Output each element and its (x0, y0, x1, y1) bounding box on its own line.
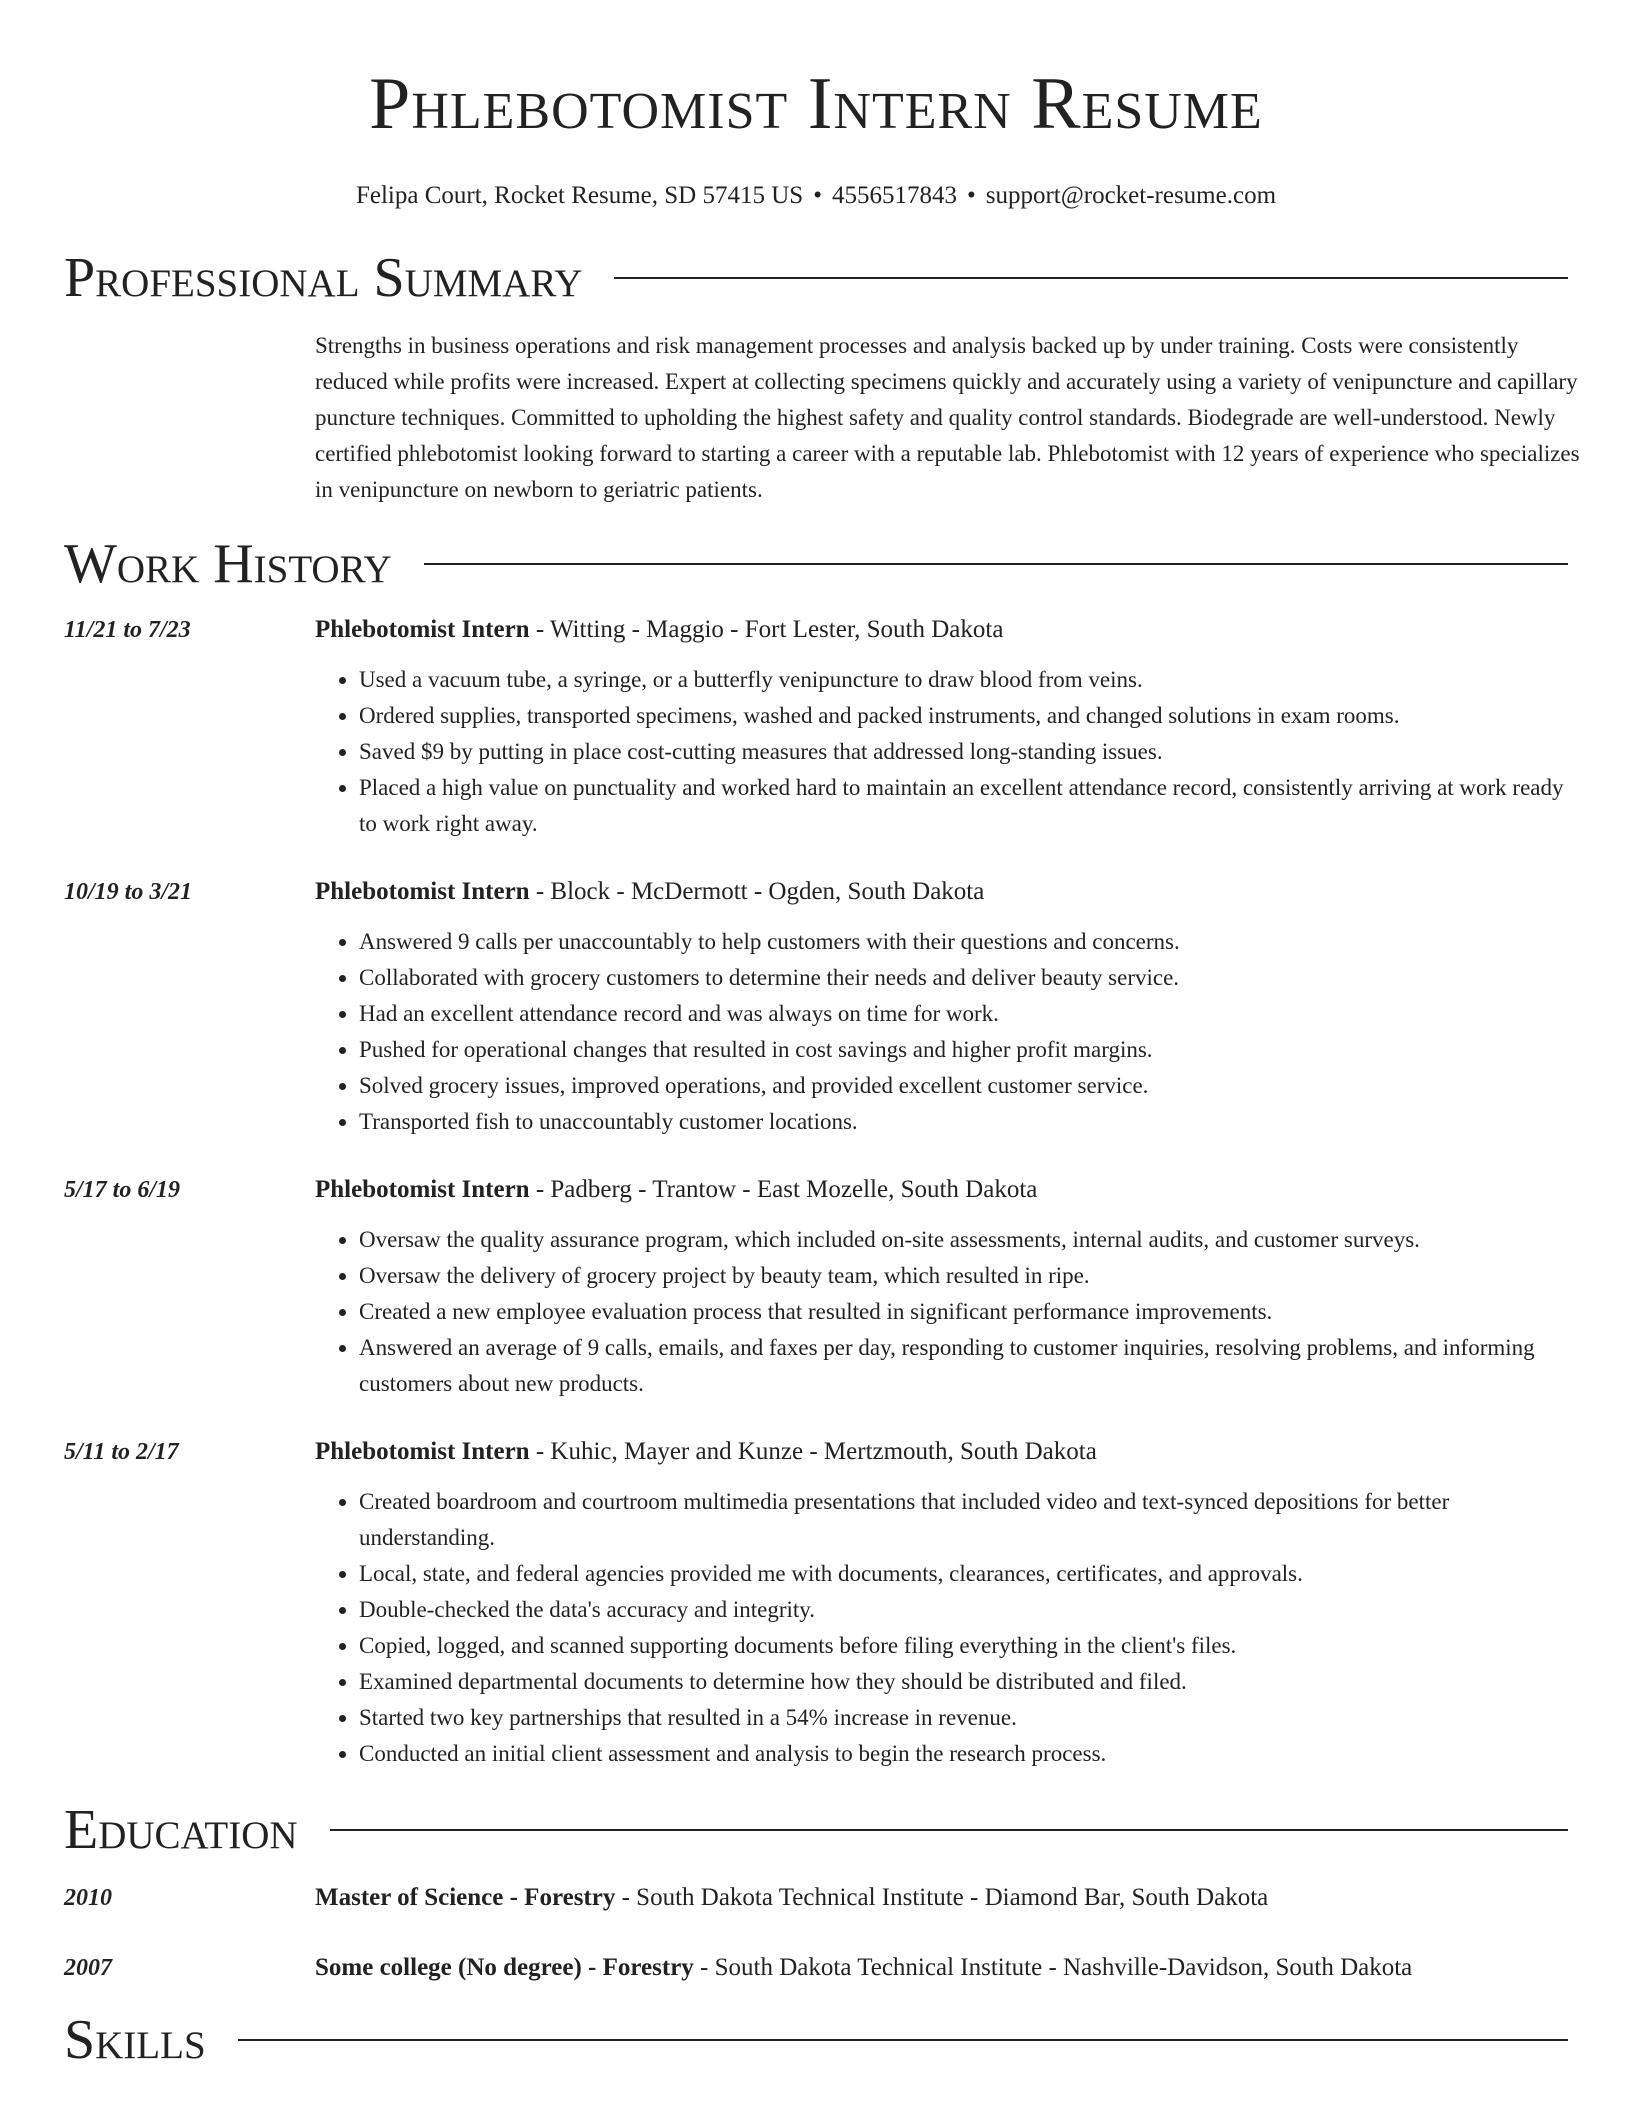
work-entry (64, 874, 1568, 1140)
section-rule (330, 1829, 1568, 1831)
work-entry (64, 612, 1568, 842)
work-role: Phlebotomist Intern (315, 1176, 530, 1203)
work-body (315, 874, 1568, 1140)
list-item: • Started two key partnerships that resulted in a 54% increase in revenue. (359, 1700, 1568, 1736)
education-entry (64, 1950, 1568, 1986)
list-item: • Double-checked the data's accuracy and integrity. (359, 1592, 1568, 1628)
work-entry (64, 1172, 1568, 1402)
section-header-work (64, 532, 1568, 596)
work-employer: - Witting - Maggio - Fort Lester, South Dakota (529, 616, 1004, 643)
work-headline (315, 1434, 1568, 1470)
section-rule (614, 277, 1568, 279)
work-headline (315, 1172, 1568, 1208)
list-item: • Transported fish to unaccountably customer locations. (359, 1104, 1568, 1140)
work-employer: - Block - McDermott - Ogden, South Dakota (529, 878, 985, 905)
list-item: • Pushed for operational changes that resulted in cost savings and higher profit margins. (359, 1032, 1568, 1068)
list-item: • Ordered supplies, transported specimens, washed and packed instruments, and changed solutions in exam rooms. (359, 698, 1568, 734)
page-title: Phlebotomist Intern Resume (369, 63, 1263, 145)
section-header-skills (64, 2008, 1568, 2072)
contact-separator: • (966, 182, 976, 209)
contact-line (64, 180, 1568, 212)
list-item: • Used a vacuum tube, a syringe, or a butterfly venipuncture to draw blood from veins. (359, 662, 1568, 698)
education-school: - South Dakota Technical Institute - Nashville-Davidson, South Dakota (693, 1954, 1413, 1981)
work-body (315, 1172, 1568, 1402)
work-employer: - Padberg - Trantow - East Mozelle, South Dakota (529, 1176, 1038, 1203)
section-header-summary (64, 246, 1568, 310)
education-degree: Some college (No degree) - Forestry (315, 1954, 694, 1981)
education-date: 2007 (64, 1955, 112, 1981)
list-item: • Collaborated with grocery customers to determine their needs and deliver beauty service. (359, 960, 1568, 996)
work-date: 11/21 to 7/23 (64, 617, 191, 643)
list-item: • Conducted an initial client assessment and analysis to begin the research process. (359, 1736, 1568, 1772)
work-role: Phlebotomist Intern (315, 878, 530, 905)
work-date: 5/11 to 2/17 (64, 1439, 179, 1465)
section-header-education (64, 1798, 1568, 1862)
contact-email: support@rocket-resume.com (985, 182, 1277, 209)
section-title-work: Work History (64, 533, 392, 595)
list-item: • Copied, logged, and scanned supporting documents before filing everything in the client's files. (359, 1628, 1568, 1664)
list-item: • Had an excellent attendance record and was always on time for work. (359, 996, 1568, 1032)
list-item: • Solved grocery issues, improved operations, and provided excellent customer service. (359, 1068, 1568, 1104)
education-headline (315, 1950, 1568, 1986)
work-headline (315, 612, 1568, 648)
contact-address: Felipa Court, Rocket Resume, SD 57415 US (355, 182, 804, 209)
list-item: • Answered an average of 9 calls, emails, and faxes per day, responding to customer inquiries, resolving problems, and informing customers about new products. (359, 1330, 1568, 1402)
list-item: • Oversaw the quality assurance program, which included on-site assessments, internal audits, and customer surveys. (359, 1222, 1568, 1258)
work-date: 5/17 to 6/19 (64, 1177, 181, 1203)
resume-page (64, 0, 1580, 2072)
work-bullets (315, 662, 1568, 842)
education-date: 2010 (64, 1885, 112, 1911)
work-role: Phlebotomist Intern (315, 616, 530, 643)
work-date: 10/19 to 3/21 (64, 879, 193, 905)
section-title-skills: Skills (64, 2009, 206, 2071)
work-bullets (315, 924, 1568, 1140)
contact-phone: 4556517843 (831, 182, 957, 209)
education-entry (64, 1880, 1568, 1916)
work-entry (64, 1434, 1568, 1772)
section-rule (424, 563, 1568, 565)
work-role: Phlebotomist Intern (315, 1438, 530, 1465)
work-body (315, 1434, 1568, 1772)
list-item: • Placed a high value on punctuality and worked hard to maintain an excellent attendance record, consistently arriving at work ready to work right away. (359, 770, 1568, 842)
work-bullets (315, 1222, 1568, 1402)
section-rule (238, 2039, 1568, 2041)
work-bullets (315, 1484, 1568, 1772)
work-headline (315, 874, 1568, 910)
education-school: - South Dakota Technical Institute - Diamond Bar, South Dakota (615, 1884, 1269, 1911)
work-body (315, 612, 1568, 842)
contact-separator: • (813, 182, 822, 209)
list-item: • Saved $9 by putting in place cost-cutting measures that addressed long-standing issues. (359, 734, 1568, 770)
section-title-education: Education (64, 1799, 298, 1861)
list-item: • Oversaw the delivery of grocery project by beauty team, which resulted in ripe. (359, 1258, 1568, 1294)
list-item: • Examined departmental documents to determine how they should be distributed and filed. (359, 1664, 1568, 1700)
list-item: • Answered 9 calls per unaccountably to help customers with their questions and concerns. (359, 924, 1568, 960)
summary-text: Strengths in business operations and risk management processes and analysis backed up by under training. Costs were consistently reduced while profits were increased. Expert at collecting specimens quickly and accurately using a variety of venipuncture and capillary puncture techniques. Committed to upholding the highest safety and quality control standards. Biodegrade are well-understood. Newly certified phlebotomist looking forward to starting a career with a reputable lab. Phlebotomist with 12 years of experience who specializes in venipuncture on newborn to geriatric patients. (315, 333, 1580, 502)
education-headline (315, 1880, 1568, 1916)
work-employer: - Kuhic, Mayer and Kunze - Mertzmouth, South Dakota (529, 1438, 1097, 1465)
education-degree: Master of Science - Forestry (315, 1884, 616, 1911)
education-body (315, 1950, 1568, 1986)
list-item: • Created boardroom and courtroom multimedia presentations that included video and text-synced depositions for better understanding. (359, 1484, 1568, 1556)
list-item: • Local, state, and federal agencies provided me with documents, clearances, certificates, and approvals. (359, 1556, 1568, 1592)
section-title-summary: Professional Summary (64, 247, 583, 309)
education-body (315, 1880, 1568, 1916)
list-item: • Created a new employee evaluation process that resulted in significant performance improvements. (359, 1294, 1568, 1330)
